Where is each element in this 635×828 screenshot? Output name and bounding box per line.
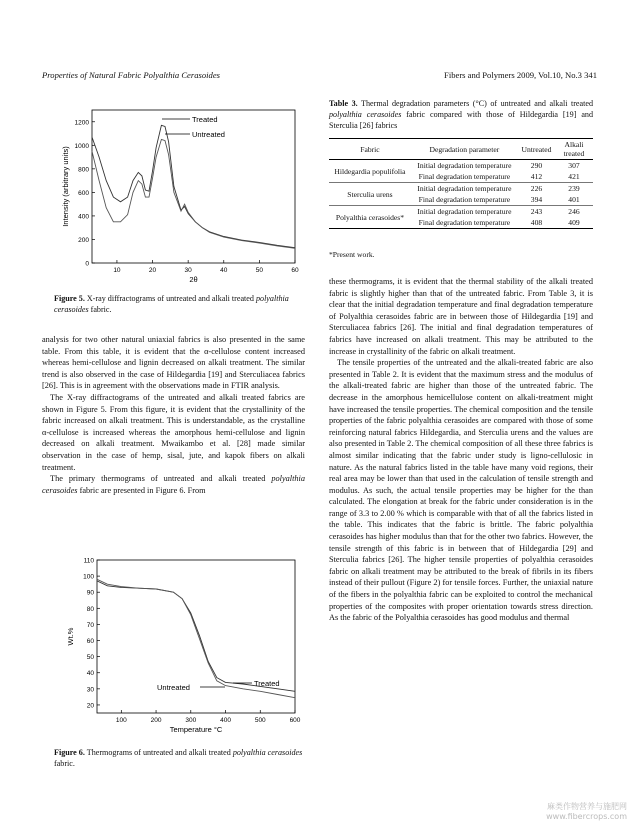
- left-paragraph-3-c: fabric are presented in Figure 6. From: [77, 485, 206, 495]
- x-tick-label: 600: [289, 717, 301, 724]
- series-line-untreated: [92, 139, 295, 248]
- x-tick-label: 400: [220, 717, 231, 724]
- legend-label: Treated: [192, 115, 218, 124]
- y-tick-label: 40: [86, 670, 94, 678]
- x-tick-label: 50: [255, 267, 264, 274]
- y-tick-label: 80: [86, 605, 94, 613]
- series-line-treated: [97, 581, 295, 691]
- y-tick-label: 20: [86, 702, 94, 710]
- watermark-line-2: www.fibercrops.com: [546, 812, 627, 821]
- table-row: [329, 183, 593, 195]
- watermark: [546, 802, 627, 822]
- x-tick-label: 100: [115, 717, 127, 724]
- table-3-caption-italic: polyalthia cerasoides: [329, 110, 402, 119]
- table-cell: Sterculia urens: [329, 183, 411, 206]
- right-paragraph-2: The tensile properties of the untreated and the alkali-treated fabric are also presented in Table 2. It is evident that the maximum stress and the modulus of the alkali-treated fabric are higher than those of the untreated fabric. The decrease in the amorphous hemicellulose content on alkali-treatment might have increased the tensile properties. The chemical composition and the tensile properties of the fabric polyalthia cerasoides are compared with those of some reinforcing natural fabrics Hildegardia, and Sterculia urens and the values are also presented in Table 2. The chemical composition of all these three fabrics is almost similar indicating that the fabric under study is ligno-cellulosic in nature. As the natural fabrics listed in the table have many void regions, their real area may be lower than that used in the calculation of tensile strength and modulus. As such, the actual tensile properties may be higher for the than calculated. The elongation at break for the fabric under consideration is in the range of 3.3 to 2.00 % which is comparable with that of all the fabrics listed in the table. This indicates that the fabric is brittle. The fabric polyalthia cerasoides has higher modulus than that for the other two fabrics. However, the tensile strength of this fabric is in between that of Hildegardia [29] and Sterculia fabrics [26]. The higher tensile properties of polyalthia cerasoides fabric on alkali treatment may be attributed to the break of fibrils in its fibers instead of their pullout (Figure 2) for tensile forces. Further, the uniaxial nature of the fibers in the polyalthia fabric can be exploited to control the mechanical properties of the composites with proper orientation towards stress direction. As the fabric of the Polyalthia cerasoides has good modulus and thermal: [329, 358, 593, 623]
- table-cell: Final degradation temperature: [411, 194, 518, 206]
- y-tick-label: 60: [86, 638, 94, 646]
- table-cell: Polyalthia cerasoides*: [329, 206, 411, 229]
- figure-5-caption-italic: polyalthia cerasoides: [54, 294, 289, 314]
- figure-5-caption: [54, 293, 304, 315]
- left-column-text: [42, 334, 305, 496]
- y-tick-label: 1000: [74, 142, 89, 150]
- table-cell: 421: [555, 171, 593, 183]
- right-column-text: [329, 276, 593, 624]
- table-cell: Initial degradation temperature: [417, 161, 512, 170]
- left-paragraph-3: [42, 473, 305, 496]
- left-paragraph-1: analysis for two other natural uniaxial fabrics is also presented in the same table. From this table, it is evident that the α-cellulose content increased whereas hemi-cellulose and lignin decreased on alkali treatment. The similar trend is also observed in the case of Hildegardia [19] and Sterculiacea fabrics [26]. This is in agreement with the observations made in FTIR analysis.: [42, 335, 305, 391]
- table-header-cell: Alkali treated: [555, 139, 593, 160]
- table-3-caption: [329, 98, 593, 131]
- watermark-line-1: 麻类作物营养与施肥网: [547, 802, 627, 811]
- x-tick-label: 300: [185, 717, 197, 724]
- figure-6-caption-end: fabric.: [54, 759, 75, 768]
- table-cell: 290: [530, 161, 543, 170]
- y-tick-label: 110: [83, 557, 94, 565]
- x-axis-label: Temperature °C: [169, 725, 223, 734]
- figure-5-label: Figure 5.: [54, 294, 85, 303]
- plot-frame: [97, 560, 295, 713]
- x-tick-label: 200: [150, 717, 162, 724]
- table-3-caption-text: Thermal degradation parameters (°C) of untreated and alkali treated: [357, 99, 593, 108]
- legend-label: Untreated: [192, 130, 225, 139]
- table-header-cell: Untreated: [518, 139, 555, 160]
- y-tick-label: 200: [78, 236, 89, 244]
- figure-6-caption-text: Thermograms of untreated and alkali treated: [84, 748, 233, 757]
- table-3-label: Table 3.: [329, 99, 358, 108]
- y-tick-label: 90: [86, 589, 94, 597]
- figure-5-caption-text: X-ray diffractograms of untreated and alkali treated: [84, 294, 256, 303]
- table-row: [329, 160, 593, 172]
- table-cell: 401: [555, 194, 593, 206]
- table-header-cell: Degradation parameter: [411, 139, 518, 160]
- table-cell: 307: [568, 161, 580, 170]
- table-cell: 239: [568, 184, 580, 193]
- table-cell: Hildegardia populifolia: [329, 160, 411, 183]
- table-cell: 409: [555, 217, 593, 229]
- x-axis-label: 2θ: [189, 275, 198, 284]
- x-tick-label: 30: [184, 267, 192, 274]
- left-paragraph-2: The X-ray diffractograms of the untreated and alkali treated fabrics are shown in Figure 5. From this figure, it is evident that the crystallinity of the fabric increased on alkali treatment. This is understandable, as the crystalline α-cellulose is increased whereas the amorphous hemi-cellulose and lignin decreased on alkali treatment. Mwaikambo et al. [28] made similar observation in the case of hemp, sisal, jute, and kapok fibers on alkali treatment.: [42, 392, 305, 472]
- table-cell: 394: [518, 194, 555, 206]
- table-cell: 408: [518, 217, 555, 229]
- left-paragraph-3-italic: polyalthia cerasoides: [42, 474, 305, 495]
- series-line-treated: [92, 125, 295, 247]
- y-tick-label: 800: [78, 166, 89, 174]
- left-paragraph-3-a: The primary thermograms of untreated and alkali treated: [50, 474, 272, 484]
- table-3-caption-end: fabric compared with those of Hildegardia [19] and Sterculia [26] fabrics: [329, 110, 594, 130]
- table-cell: Initial degradation temperature: [417, 207, 512, 216]
- figure-6-caption-italic: polyalthia cerasoides: [232, 748, 303, 757]
- y-axis-label: Wt.%: [66, 627, 75, 646]
- figure-6-label: Figure 6.: [54, 748, 85, 757]
- table-cell: 226: [530, 184, 543, 193]
- figure-6-chart: [55, 555, 305, 743]
- y-tick-label: 0: [85, 260, 89, 268]
- legend-label: Treated: [254, 679, 280, 688]
- running-header-journal: Fibers and Polymers 2009, Vol.10, No.3 341: [444, 70, 597, 80]
- table-cell: Initial degradation temperature: [417, 184, 512, 193]
- y-tick-label: 100: [83, 573, 94, 581]
- table-3: [329, 138, 593, 229]
- figure-5-caption-end: fabric.: [88, 305, 112, 314]
- y-tick-label: 70: [86, 621, 94, 629]
- y-tick-label: 30: [86, 686, 94, 694]
- y-tick-label: 400: [78, 213, 89, 221]
- x-tick-label: 20: [148, 267, 157, 274]
- table-cell: Final degradation temperature: [411, 171, 518, 183]
- y-tick-label: 50: [86, 654, 94, 662]
- x-tick-label: 500: [254, 717, 266, 724]
- legend-label: Untreated: [157, 683, 190, 692]
- y-axis-label: Intensity (arbitrary units): [61, 146, 70, 227]
- figure-5-chart: [55, 105, 305, 290]
- x-tick-label: 10: [113, 267, 121, 274]
- right-paragraph-1: these thermograms, it is evident that the thermal stability of the alkali treated fabric is slightly higher than that of the untreated fabric. From Table 3, it is clear that the initial degradation temperature and final degradation temperature of Polyalthia cerasoides fabric are in between those of Hildegardia [19] and Sterculiacea fabrics [26]. The initial and final degradation temperatures of fabrics have increased on alkali treatment. This may be attributed to the increase in crystallinity of the fabric on alkali treatment.: [329, 277, 593, 356]
- table-cell: 412: [518, 171, 555, 183]
- x-tick-label: 60: [291, 267, 299, 274]
- table-header-cell: Fabric: [329, 139, 411, 160]
- table-3-note: *Present work.: [329, 250, 375, 259]
- x-tick-label: 40: [220, 267, 228, 274]
- table-cell: 243: [530, 207, 543, 216]
- table-header-row: [329, 139, 593, 160]
- y-tick-label: 1200: [74, 119, 89, 127]
- running-header-title: Properties of Natural Fabric Polyalthia Cerasoides: [42, 70, 220, 80]
- table-cell: Final degradation temperature: [411, 217, 518, 229]
- y-tick-label: 600: [78, 189, 89, 197]
- table-cell: 246: [568, 207, 580, 216]
- table-row: [329, 206, 593, 218]
- figure-6-caption: [54, 747, 309, 769]
